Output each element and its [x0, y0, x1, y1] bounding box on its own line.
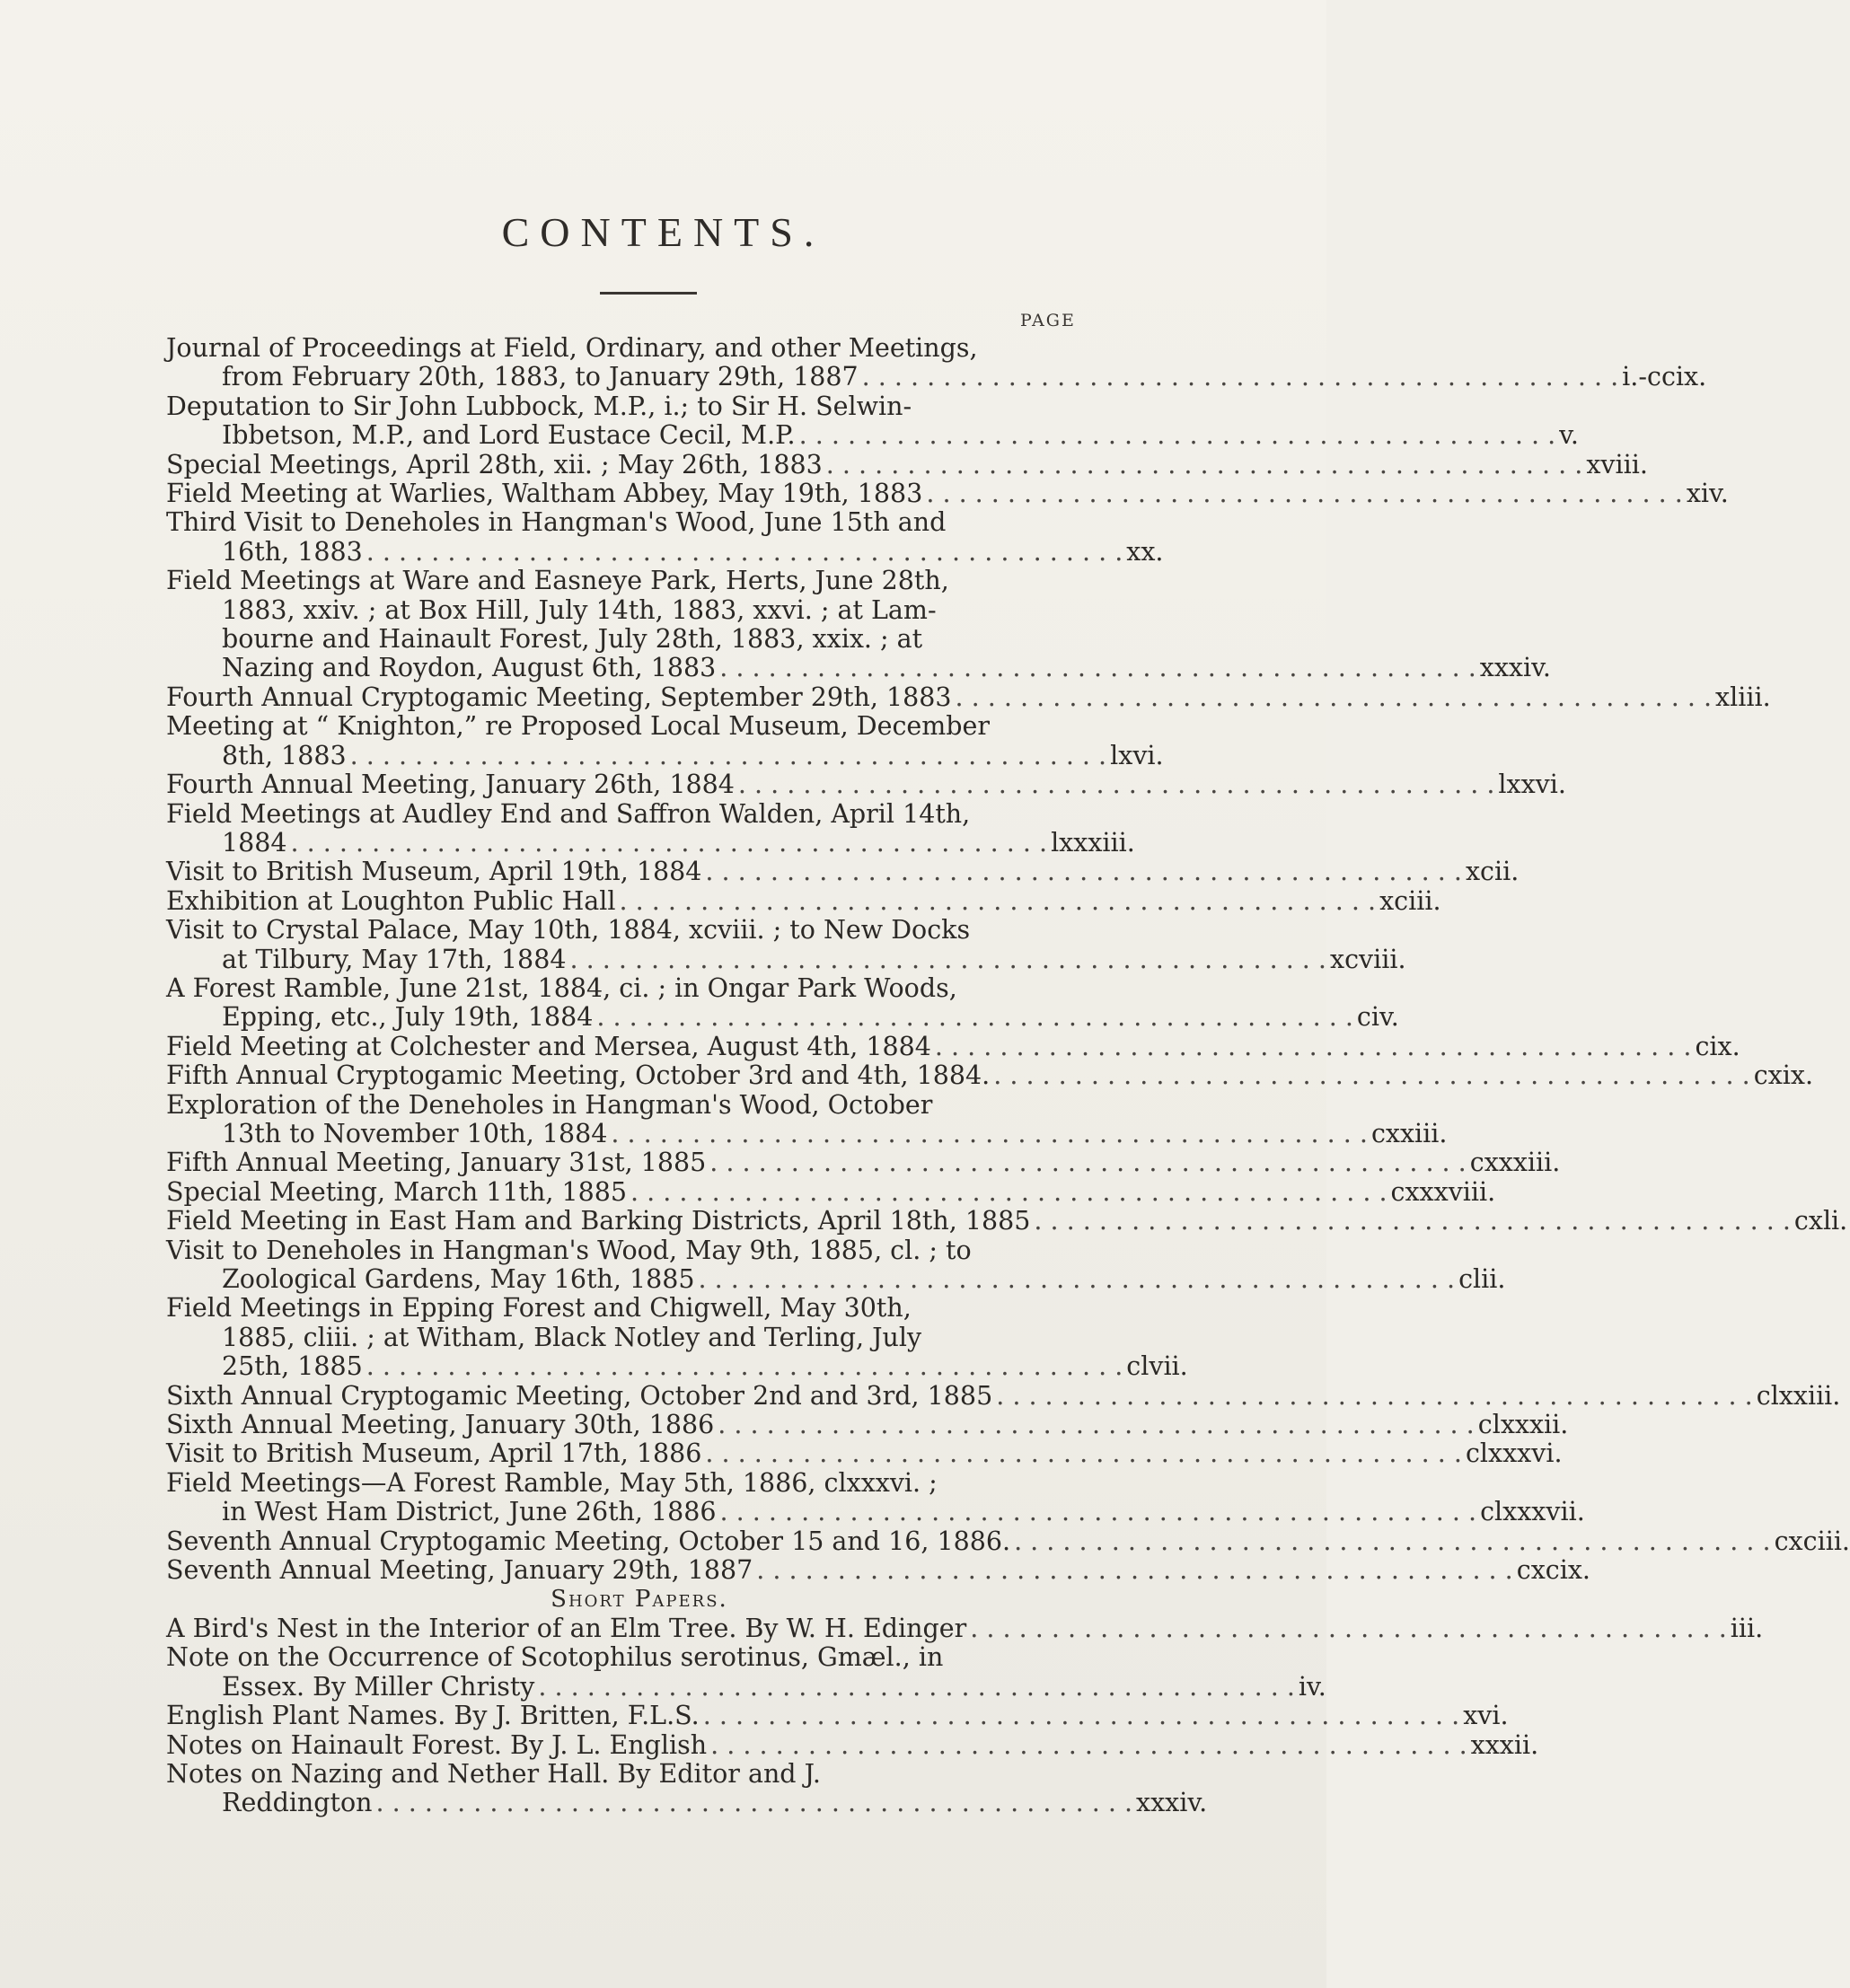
toc-entry [166, 1060, 1814, 1091]
toc-page-number: lxvi. [1110, 740, 1164, 770]
toc-entry-text: Epping, etc., July 19th, 1884 [222, 1002, 594, 1033]
toc-page-number: clxxxii. [1477, 1410, 1569, 1440]
toc-entry [166, 915, 1406, 974]
toc-page-number: v. [1559, 420, 1579, 451]
toc-page-number: iii. [1730, 1613, 1764, 1643]
toc-entry-text: Note on the Occurrence of Scotophilus serotinus, Gmæl., in [166, 1642, 944, 1673]
toc-entry-text: Field Meeting in East Ham and Barking Districts, April 18th, 1885 [166, 1206, 1031, 1236]
toc-entry-text: 16th, 1883 [222, 536, 363, 567]
toc-page-number: xvi. [1463, 1701, 1509, 1731]
leader-dots: . . . . . . . . . . . . . . . . . . . . . . . . . . . . . . . . . . . . . . . . . . . . . . . [719, 653, 1476, 683]
toc-page-number: clxxiii. [1756, 1380, 1841, 1411]
toc-page-number: xciii. [1379, 885, 1441, 916]
toc-entry [166, 857, 1520, 887]
toc-entry [166, 1089, 1448, 1149]
toc-entry [166, 1235, 1506, 1295]
toc-entry-text: Sixth Annual Cryptogamic Meeting, October 2nd and 3rd, 1885 [166, 1380, 993, 1411]
leader-dots: . . . . . . . . . . . . . . . . . . . . . . . . . . . . . . . . . . . . . . . . . . . . . . . [366, 536, 1123, 567]
leader-dots: . . . . . . . . . . . . . . . . . . . . . . . . . . . . . . . . . . . . . . . . . . . . . . . [825, 449, 1583, 479]
leader-dots: . . . . . . . . . . . . . . . . . . . . . . . . . . . . . . . . . . . . . . . . . . . . . . . [709, 1148, 1467, 1178]
toc-page-number: cxli. [1793, 1206, 1848, 1236]
toc-page-number: cxxxiii. [1469, 1148, 1561, 1178]
leader-dots: . . . . . . . . . . . . . . . . . . . . . . . . . . . . . . . . . . . . . . . . . . . . . . . [611, 1118, 1368, 1148]
toc-entry [166, 333, 1707, 392]
toc-entry [166, 798, 1135, 858]
toc-entry-text: Special Meetings, April 28th, xii. ; May 26th, 1883 [166, 449, 823, 479]
leader-dots: . . . . . . . . . . . . . . . . . . . . . . . . . . . . . . . . . . . . . . . . . . . . . . . [366, 1351, 1123, 1382]
toc-entry-text: Exhibition at Loughton Public Hall [166, 885, 616, 916]
toc-entry-text: Visit to Deneholes in Hangman's Wood, May 9th, 1885, cl. ; to [166, 1235, 972, 1265]
leader-dots: . . . . . . . . . . . . . . . . . . . . . . . . . . . . . . . . . . . . . . . . . . . . . . . [705, 857, 1462, 887]
leader-dots: . . . . . . . . . . . . . . . . . . . . . . . . . . . . . . . . . . . . . . . . . . . . . . . [1034, 1206, 1791, 1236]
toc-page-number: iv. [1298, 1671, 1326, 1702]
toc-entry-text: English Plant Names. By J. Britten, F.L.S. [166, 1701, 700, 1731]
toc-entry-text: Notes on Nazing and Nether Hall. By Editor and J. [166, 1758, 821, 1789]
toc-entry-text: Fourth Annual Meeting, January 26th, 1884 [166, 770, 735, 800]
table-of-contents [166, 333, 1850, 1818]
toc-entry [166, 391, 1579, 451]
toc-entry-text: Visit to British Museum, April 19th, 1884 [166, 857, 702, 887]
toc-entry [166, 770, 1566, 800]
toc-entry-text: Field Meeting at Colchester and Mersea, August 4th, 1884 [166, 1031, 931, 1061]
toc-entry [166, 1701, 1509, 1731]
leader-dots: . . . . . . . . . . . . . . . . . . . . . . . . . . . . . . . . . . . . . . . . . . . . . . . [538, 1671, 1295, 1702]
toc-entry-text: Field Meetings at Ware and Easneye Park, Herts, June 28th, [166, 566, 949, 596]
toc-entry-text: Exploration of the Deneholes in Hangman's Wood, October [166, 1089, 933, 1120]
leader-dots: . . . . . . . . . . . . . . . . . . . . . . . . . . . . . . . . . . . . . . . . . . . . . . . [1014, 1526, 1771, 1556]
leader-dots: . . . . . . . . . . . . . . . . . . . . . . . . . . . . . . . . . . . . . . . . . . . . . . . [737, 770, 1495, 800]
toc-entry-text: Seventh Annual Meeting, January 29th, 1887 [166, 1555, 753, 1586]
title-rule [600, 292, 697, 295]
toc-entry [166, 1206, 1848, 1236]
toc-entry-text: Essex. By Miller Christy [222, 1671, 535, 1702]
toc-entry-text: 25th, 1885 [222, 1351, 363, 1382]
toc-entry [166, 566, 1551, 683]
toc-entry [166, 1526, 1850, 1556]
leader-dots: . . . . . . . . . . . . . . . . . . . . . . . . . . . . . . . . . . . . . . . . . . . . . . . [596, 1002, 1353, 1033]
toc-entry [166, 1758, 1208, 1818]
toc-entry [166, 711, 1164, 770]
toc-page-number: cxciii. [1774, 1526, 1850, 1556]
toc-page-number: clxxxvii. [1480, 1497, 1585, 1527]
leader-dots: . . . . . . . . . . . . . . . . . . . . . . . . . . . . . . . . . . . . . . . . . . . . . . . [705, 1438, 1462, 1469]
toc-entry-text: Reddington [222, 1788, 373, 1818]
toc-entry-text: Notes on Hainault Forest. By J. L. English [166, 1729, 708, 1760]
toc-entry [166, 507, 1164, 567]
toc-page-number: cix. [1695, 1031, 1740, 1061]
toc-entry-text: 8th, 1883 [222, 740, 347, 770]
toc-page-number: clvii. [1126, 1351, 1188, 1382]
toc-entry [166, 1729, 1539, 1760]
toc-page-number: clii. [1458, 1264, 1506, 1294]
toc-entry [166, 885, 1441, 916]
toc-entry [166, 1176, 1496, 1207]
toc-page-number: cxxiii. [1370, 1118, 1448, 1148]
toc-entry-text: 1884 [222, 827, 287, 858]
toc-entry [166, 1031, 1740, 1061]
toc-entry [166, 972, 1399, 1033]
toc-entry-text: bourne and Hainault Forest, July 28th, 1883, xxix. ; at [222, 624, 923, 655]
toc-page-number: civ. [1356, 1002, 1399, 1033]
toc-entry-text: in West Ham District, June 26th, 1886 [222, 1497, 717, 1527]
leader-dots: . . . . . . . . . . . . . . . . . . . . . . . . . . . . . . . . . . . . . . . . . . . . . . . [375, 1788, 1133, 1818]
leader-dots: . . . . . . . . . . . . . . . . . . . . . . . . . . . . . . . . . . . . . . . . . . . . . . . [718, 1410, 1475, 1440]
toc-entry [166, 1613, 1764, 1643]
toc-entry-text: Fourth Annual Cryptogamic Meeting, September 29th, 1883 [166, 682, 952, 712]
toc-page-number: cxcix. [1516, 1555, 1590, 1586]
short-papers-heading: Short Papers. [551, 1586, 728, 1614]
leader-dots: . . . . . . . . . . . . . . . . . . . . . . . . . . . . . . . . . . . . . . . . . . . . . . . [926, 479, 1683, 509]
leader-dots: . . . . . . . . . . . . . . . . . . . . . . . . . . . . . . . . . . . . . . . . . . . . . . . [702, 1701, 1460, 1731]
toc-page-number: lxxvi. [1498, 770, 1566, 800]
leader-dots: . . . . . . . . . . . . . . . . . . . . . . . . . . . . . . . . . . . . . . . . . . . . . . . [290, 827, 1048, 858]
toc-entry-text: Seventh Annual Cryptogamic Meeting, October 15 and 16, 1886. [166, 1526, 1011, 1556]
leader-dots: . . . . . . . . . . . . . . . . . . . . . . . . . . . . . . . . . . . . . . . . . . . . . . . [349, 740, 1107, 770]
leader-dots: . . . . . . . . . . . . . . . . . . . . . . . . . . . . . . . . . . . . . . . . . . . . . . . [934, 1031, 1692, 1061]
toc-page-number: xxxii. [1470, 1729, 1539, 1760]
toc-entry-text: Visit to British Museum, April 17th, 1886 [166, 1438, 702, 1469]
toc-entry [166, 682, 1771, 712]
toc-entry-text: at Tilbury, May 17th, 1884 [222, 944, 567, 974]
toc-entry-text: Journal of Proceedings at Field, Ordinary, and other Meetings, [166, 333, 978, 363]
toc-entry-text: Field Meetings in Epping Forest and Chigwell, May 30th, [166, 1293, 912, 1324]
toc-entry [166, 479, 1729, 509]
toc-page-number: i.-ccix. [1622, 362, 1707, 392]
toc-entry-text: Field Meetings—A Forest Ramble, May 5th, 1886, clxxxvi. ; [166, 1467, 938, 1498]
leader-dots: . . . . . . . . . . . . . . . . . . . . . . . . . . . . . . . . . . . . . . . . . . . . . . . [630, 1176, 1388, 1207]
toc-entry-text: Visit to Crystal Palace, May 10th, 1884, xcviii. ; to New Docks [166, 915, 971, 946]
toc-entry [166, 449, 1648, 479]
toc-entry [166, 1410, 1569, 1440]
toc-entry-text: Sixth Annual Meeting, January 30th, 1886 [166, 1410, 715, 1440]
leader-dots: . . . . . . . . . . . . . . . . . . . . . . . . . . . . . . . . . . . . . . . . . . . . . . . [970, 1613, 1727, 1643]
toc-page-number: xliii. [1715, 682, 1771, 712]
toc-entry-text: 1885, cliii. ; at Witham, Black Notley and Terling, July [222, 1322, 922, 1352]
leader-dots: . . . . . . . . . . . . . . . . . . . . . . . . . . . . . . . . . . . . . . . . . . . . . . . [719, 1497, 1477, 1527]
toc-entry-text: A Forest Ramble, June 21st, 1884, ci. ; in Ongar Park Woods, [166, 972, 957, 1003]
leader-dots: . . . . . . . . . . . . . . . . . . . . . . . . . . . . . . . . . . . . . . . . . . . . . . . [756, 1555, 1513, 1586]
page-title: CONTENTS. [501, 209, 825, 255]
toc-entry [166, 1148, 1561, 1178]
toc-entry-text: Meeting at “ Knighton,” re Proposed Local Museum, December [166, 711, 991, 742]
toc-page-number: xviii. [1586, 449, 1648, 479]
toc-entry [166, 1438, 1563, 1469]
toc-page-number: xcii. [1465, 857, 1520, 887]
toc-entry-text: Fifth Annual Cryptogamic Meeting, October 3rd and 4th, 1884. [166, 1060, 991, 1091]
toc-entry [166, 1642, 1326, 1702]
toc-page-number: xx. [1126, 536, 1164, 567]
toc-page-number: xxxiv. [1136, 1788, 1208, 1818]
leader-dots: . . . . . . . . . . . . . . . . . . . . . . . . . . . . . . . . . . . . . . . . . . . . . . . [993, 1060, 1750, 1091]
leader-dots: . . . . . . . . . . . . . . . . . . . . . . . . . . . . . . . . . . . . . . . . . . . . . . . [955, 682, 1713, 712]
leader-dots: . . . . . . . . . . . . . . . . . . . . . . . . . . . . . . . . . . . . . . . . . . . . . . . [996, 1380, 1753, 1411]
toc-entry-text: Third Visit to Deneholes in Hangman's Wood, June 15th and [166, 507, 947, 538]
toc-page-number: cxxxviii. [1390, 1176, 1496, 1207]
leader-dots: . . . . . . . . . . . . . . . . . . . . . . . . . . . . . . . . . . . . . . . . . . . . . . . [698, 1264, 1456, 1294]
toc-entry-text: Fifth Annual Meeting, January 31st, 1885 [166, 1148, 707, 1178]
leader-dots: . . . . . . . . . . . . . . . . . . . . . . . . . . . . . . . . . . . . . . . . . . . . . . . [619, 885, 1377, 916]
toc-entry [166, 1380, 1841, 1411]
toc-entry-text: Special Meeting, March 11th, 1885 [166, 1176, 627, 1207]
leader-dots: . . . . . . . . . . . . . . . . . . . . . . . . . . . . . . . . . . . . . . . . . . . . . . . [710, 1729, 1467, 1760]
toc-page-number: clxxxvi. [1465, 1438, 1563, 1469]
toc-entry-text: A Bird's Nest in the Interior of an Elm Tree. By W. H. Edinger [166, 1613, 967, 1643]
toc-entry-text: Field Meetings at Audley End and Saffron Walden, April 14th, [166, 798, 971, 829]
leader-dots: . . . . . . . . . . . . . . . . . . . . . . . . . . . . . . . . . . . . . . . . . . . . . . . [861, 362, 1619, 392]
toc-page-number: xcviii. [1330, 944, 1406, 974]
leader-dots: . . . . . . . . . . . . . . . . . . . . . . . . . . . . . . . . . . . . . . . . . . . . . . . [798, 420, 1556, 451]
toc-entry-text: 13th to November 10th, 1884 [222, 1118, 608, 1148]
toc-page-number: xxxiv. [1479, 653, 1551, 683]
toc-entry [166, 1467, 1585, 1527]
toc-entry-text: 1883, xxiv. ; at Box Hill, July 14th, 1883, xxvi. ; at Lam- [222, 594, 937, 625]
toc-entry-text: Zoological Gardens, May 16th, 1885 [222, 1264, 695, 1294]
toc-page-number: xiv. [1686, 479, 1729, 509]
page-column-label: PAGE [1020, 311, 1076, 330]
toc-page-number: cxix. [1753, 1060, 1814, 1091]
toc-entry-text: Nazing and Roydon, August 6th, 1883 [222, 653, 717, 683]
toc-page-number: lxxxiii. [1051, 827, 1135, 858]
toc-entry-text: Deputation to Sir John Lubbock, M.P., i.; to Sir H. Selwin- [166, 391, 912, 421]
toc-entry-text: Ibbetson, M.P., and Lord Eustace Cecil, M.P. [222, 420, 796, 451]
leader-dots: . . . . . . . . . . . . . . . . . . . . . . . . . . . . . . . . . . . . . . . . . . . . . . . [569, 944, 1326, 974]
toc-entry-text: from February 20th, 1883, to January 29th, 1887 [222, 362, 859, 392]
toc-entry-text: Field Meeting at Warlies, Waltham Abbey, May 19th, 1883 [166, 479, 923, 509]
toc-entry [166, 1555, 1590, 1586]
toc-entry [166, 1293, 1188, 1382]
